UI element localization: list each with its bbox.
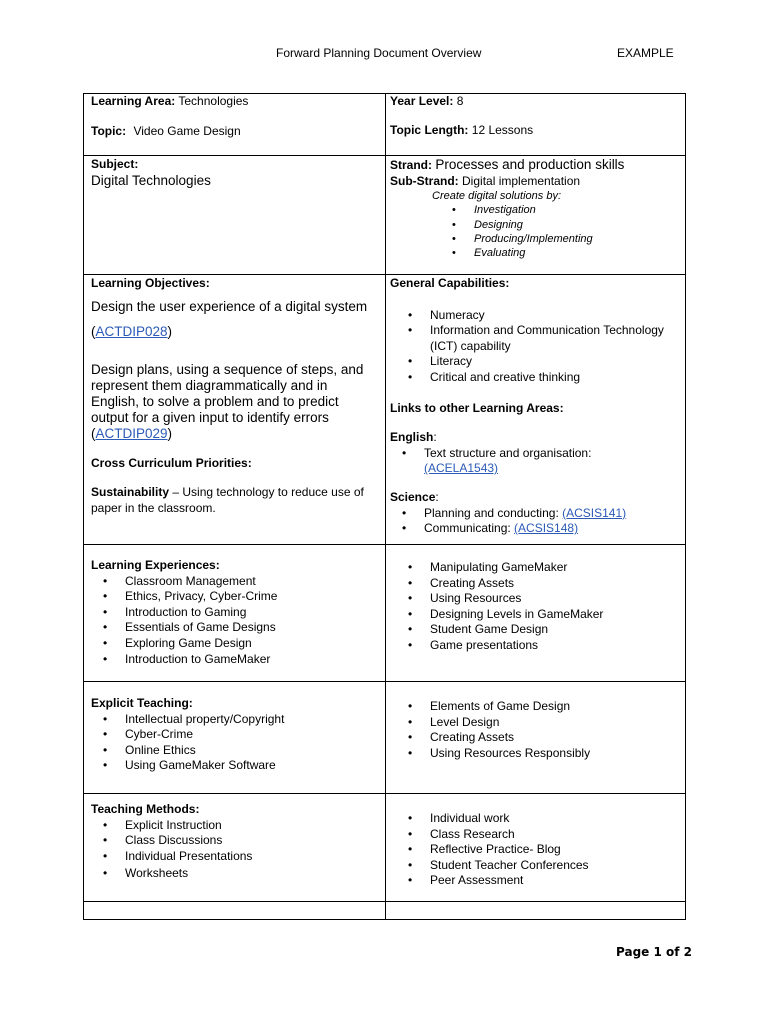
list-item: • Investigation — [390, 203, 682, 217]
list-item: • Explicit Instruction — [85, 818, 378, 834]
learning-experiences-label: Learning Experiences: — [91, 558, 220, 572]
teaching-methods-right-cell — [390, 811, 682, 889]
topic-length-label: Topic Length: — [390, 123, 469, 137]
list-item: • Individual Presentations — [85, 849, 378, 865]
strand-cell — [390, 157, 682, 261]
planning-table — [83, 93, 686, 920]
row-divider — [84, 274, 685, 275]
list-item: • Cyber-Crime — [85, 727, 378, 743]
list-item: • Student Teacher Conferences — [390, 858, 682, 874]
list-item: • Class Discussions — [85, 833, 378, 849]
english-label: English — [390, 430, 434, 445]
english-item: Text structure and organisation: — [424, 445, 592, 460]
curriculum-link[interactable]: (ACELA1543) — [424, 461, 499, 476]
english-heading: English: — [390, 430, 437, 445]
capabilities-list — [390, 308, 682, 386]
list-item: • Peer Assessment — [390, 873, 682, 889]
substrand-value: Digital implementation — [462, 173, 581, 188]
subject-label: Subject: — [91, 157, 139, 171]
list-item — [384, 521, 682, 537]
list-item: • Ethics, Privacy, Cyber-Crime — [85, 589, 378, 605]
sustainability-text — [91, 485, 378, 516]
list-item: • Evaluating — [390, 246, 682, 260]
list-item: • Exploring Game Design — [85, 636, 378, 652]
topic-label: Topic: — [91, 124, 127, 138]
substrand-label: Sub-Strand: — [390, 173, 459, 188]
explicit-teaching-right-cell — [390, 699, 682, 761]
list-item: • Elements of Game Design — [390, 699, 682, 715]
sustainability-desc: – Using technology to reduce use of paper in the classroom. — [91, 485, 364, 515]
teaching-methods-label: Teaching Methods: — [91, 802, 200, 816]
objective-2-text: Design plans, using a sequence of steps, and represent them diagrammatically and in English, to solve a problem and to predict output for a given input to identify errors — [91, 361, 364, 425]
science-label: Science — [390, 489, 436, 504]
explicit-teaching-list-2 — [390, 699, 682, 761]
strand-label: Strand: — [390, 158, 432, 172]
links-label: Links to other Learning Areas: — [390, 400, 564, 415]
year-level-value: 8 — [456, 94, 464, 108]
objective-2: Design plans, using a sequence of steps, and represent them diagrammatically and in English, to solve a problem and to predict output for a given input to identify errors (ACTDIP029) — [91, 361, 364, 441]
teaching-methods-cell — [91, 802, 378, 882]
row-divider — [84, 901, 685, 902]
learning-area-value: Technologies — [178, 94, 249, 108]
list-item: • Using Resources Responsibly — [390, 746, 682, 762]
list-item: • Student Game Design — [390, 622, 682, 638]
science-item: Communicating: — [424, 521, 511, 536]
science-heading: Science: — [390, 489, 439, 504]
list-item: • Individual work — [390, 811, 682, 827]
list-item: • Intellectual property/Copyright — [85, 712, 378, 728]
list-item: • Online Ethics — [85, 743, 378, 759]
explicit-teaching-list — [85, 712, 378, 774]
list-item: • Game presentations — [390, 638, 682, 654]
list-item: • Using GameMaker Software — [85, 758, 378, 774]
learning-area-label: Learning Area: — [91, 94, 176, 108]
curriculum-link[interactable]: ACTDIP028 — [95, 323, 168, 339]
topic-value: Video Game Design — [133, 124, 241, 138]
curriculum-link[interactable]: ACTDIP029 — [95, 425, 168, 441]
list-item: • Creating Assets — [390, 730, 682, 746]
list-item: • Class Research — [390, 827, 682, 843]
learning-experiences-cell — [91, 558, 378, 667]
list-item — [384, 506, 682, 522]
explicit-teaching-cell — [91, 696, 378, 774]
learning-experiences-list — [85, 574, 378, 668]
list-item: • Reflective Practice- Blog — [390, 842, 682, 858]
science-item: Planning and conducting: — [424, 505, 559, 520]
create-solutions-label: Create digital solutions by: — [432, 190, 562, 203]
list-item: • Level Design — [390, 715, 682, 731]
objectives-label: Learning Objectives: — [91, 276, 210, 290]
learning-objectives-cell — [91, 276, 378, 516]
ccp-label: Cross Curriculum Priorities: — [91, 455, 252, 470]
list-item: • Introduction to GameMaker — [85, 652, 378, 668]
list-item: • Introduction to Gaming — [85, 605, 378, 621]
curriculum-link[interactable]: (ACSIS148) — [514, 521, 579, 536]
list-item: • Creating Assets — [390, 576, 682, 592]
row-divider — [84, 544, 685, 545]
teaching-methods-list-2 — [390, 811, 682, 889]
row-divider — [84, 681, 685, 682]
strand-value: Processes and production skills — [435, 157, 625, 172]
sustainability-label: Sustainability — [91, 485, 170, 500]
list-item: • Numeracy — [390, 308, 682, 324]
list-item: • Essentials of Game Designs — [85, 620, 378, 636]
objective-1-code[interactable]: (ACTDIP028) — [91, 323, 173, 339]
row-divider — [84, 793, 685, 794]
list-item: • Literacy — [390, 354, 682, 370]
english-list — [384, 446, 682, 477]
list-item: • Information and Communication Technology (ICT) capability — [390, 323, 682, 354]
explicit-teaching-label: Explicit Teaching: — [91, 696, 193, 710]
list-item: • Manipulating GameMaker — [390, 560, 682, 576]
science-list — [384, 506, 682, 537]
list-item: • Designing Levels in GameMaker — [390, 607, 682, 623]
row-divider — [84, 155, 685, 156]
document-title: Forward Planning Document Overview — [276, 46, 482, 60]
page-number: Page 1 of 2 — [616, 945, 692, 959]
year-level-label: Year Level: — [390, 94, 454, 108]
curriculum-link[interactable]: (ACSIS141) — [562, 505, 627, 520]
teaching-methods-list — [85, 818, 378, 882]
capabilities-label: General Capabilities: — [390, 276, 510, 290]
objective-1: Design the user experience of a digital system — [91, 298, 368, 314]
subject-value: Digital Technologies — [91, 172, 211, 188]
list-item: • Classroom Management — [85, 574, 378, 590]
list-item: • Producing/Implementing — [390, 232, 682, 246]
learning-experiences-list-2 — [390, 560, 682, 654]
example-label: EXAMPLE — [617, 46, 674, 60]
topic-length-value: 12 Lessons — [471, 123, 534, 137]
create-solutions-list — [390, 203, 682, 260]
list-item: • Using Resources — [390, 591, 682, 607]
capabilities-cell — [390, 276, 682, 537]
list-item: • Designing — [390, 218, 682, 232]
subject-cell — [91, 157, 376, 189]
learning-experiences-right-cell — [390, 560, 682, 654]
list-item: • Critical and creative thinking — [390, 370, 682, 386]
list-item: • Worksheets — [85, 866, 378, 882]
list-item — [384, 446, 682, 477]
